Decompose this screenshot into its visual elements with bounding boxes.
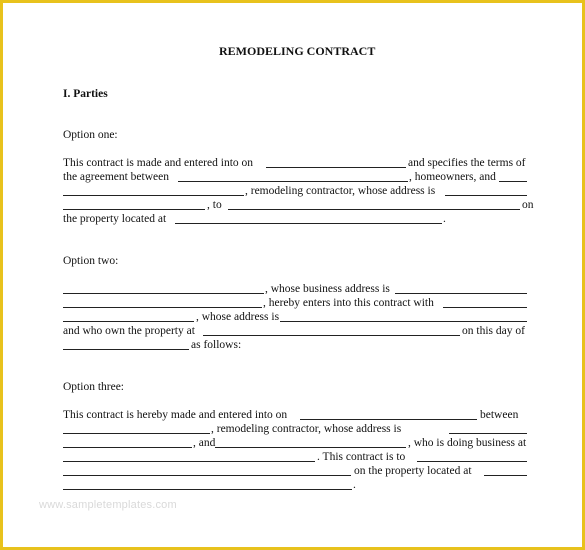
option-three-text: , and: [193, 437, 216, 449]
contractor-name-blank[interactable]: [63, 433, 210, 434]
option-one-text: and specifies the terms of: [408, 157, 526, 169]
work-continued-blank[interactable]: [63, 475, 351, 476]
option-one-text: , remodeling contractor, whose address is: [245, 185, 436, 197]
option-three-text: . This contract is to: [317, 451, 406, 463]
option-three-text: on the property located at: [354, 465, 472, 477]
option-two-text: as follows:: [191, 339, 242, 351]
homeowners-blank[interactable]: [215, 447, 406, 448]
option-three-text: .: [353, 479, 356, 491]
date-blank[interactable]: [63, 349, 189, 350]
address-continued-blank[interactable]: [63, 209, 205, 210]
homeowners-blank[interactable]: [443, 307, 527, 308]
business-address-blank[interactable]: [63, 461, 315, 462]
homeowners-blank[interactable]: [178, 181, 408, 182]
option-three-text: , remodeling contractor, whose address is: [211, 423, 402, 435]
option-one-text: the property located at: [63, 213, 167, 225]
option-one-text: on: [522, 199, 534, 211]
option-one-text: the agreement between: [63, 171, 169, 183]
option-three-text: , who is doing business at: [408, 437, 527, 449]
property-continued-blank[interactable]: [63, 489, 352, 490]
option-three-text: between: [480, 409, 519, 421]
contractor-blank[interactable]: [499, 181, 527, 182]
address-continued-blank[interactable]: [63, 447, 192, 448]
contractor-address-blank[interactable]: [445, 195, 527, 196]
property-address-blank[interactable]: [484, 475, 527, 476]
option-one-text: , to: [207, 199, 222, 211]
work-description-blank[interactable]: [228, 209, 520, 210]
property-address-blank[interactable]: [175, 223, 442, 224]
option-two-text: and who own the property at: [63, 325, 195, 337]
option-one-label: Option one:: [63, 129, 118, 141]
option-three-text: This contract is hereby made and entered into on: [63, 409, 288, 421]
option-one-text: This contract is made and entered into on: [63, 157, 254, 169]
option-two-text: , whose address is: [196, 311, 280, 323]
option-two-text: , hereby enters into this contract with: [263, 297, 434, 309]
contract-title: REMODELING CONTRACT: [219, 44, 376, 58]
option-two-text: , whose business address is: [265, 283, 390, 295]
homeowners-continued-blank[interactable]: [63, 321, 194, 322]
work-description-blank[interactable]: [417, 461, 527, 462]
contractor-address-blank[interactable]: [449, 433, 527, 434]
homeowner-address-blank[interactable]: [280, 321, 527, 322]
date-blank[interactable]: [266, 167, 406, 168]
option-one-text: , homeowners, and: [409, 171, 496, 183]
date-blank[interactable]: [300, 419, 477, 420]
option-one-text: .: [443, 213, 446, 225]
business-address-blank[interactable]: [395, 293, 527, 294]
option-three-label: Option three:: [63, 381, 124, 393]
contractor-name-blank[interactable]: [63, 195, 244, 196]
section-heading: I. Parties: [63, 88, 108, 100]
address-continued-blank[interactable]: [63, 307, 262, 308]
watermark: www.sampletemplates.com: [39, 499, 177, 511]
option-two-label: Option two:: [63, 255, 119, 267]
property-address-blank[interactable]: [203, 335, 460, 336]
contractor-name-blank[interactable]: [63, 293, 264, 294]
option-two-text: on this day of: [462, 325, 525, 337]
